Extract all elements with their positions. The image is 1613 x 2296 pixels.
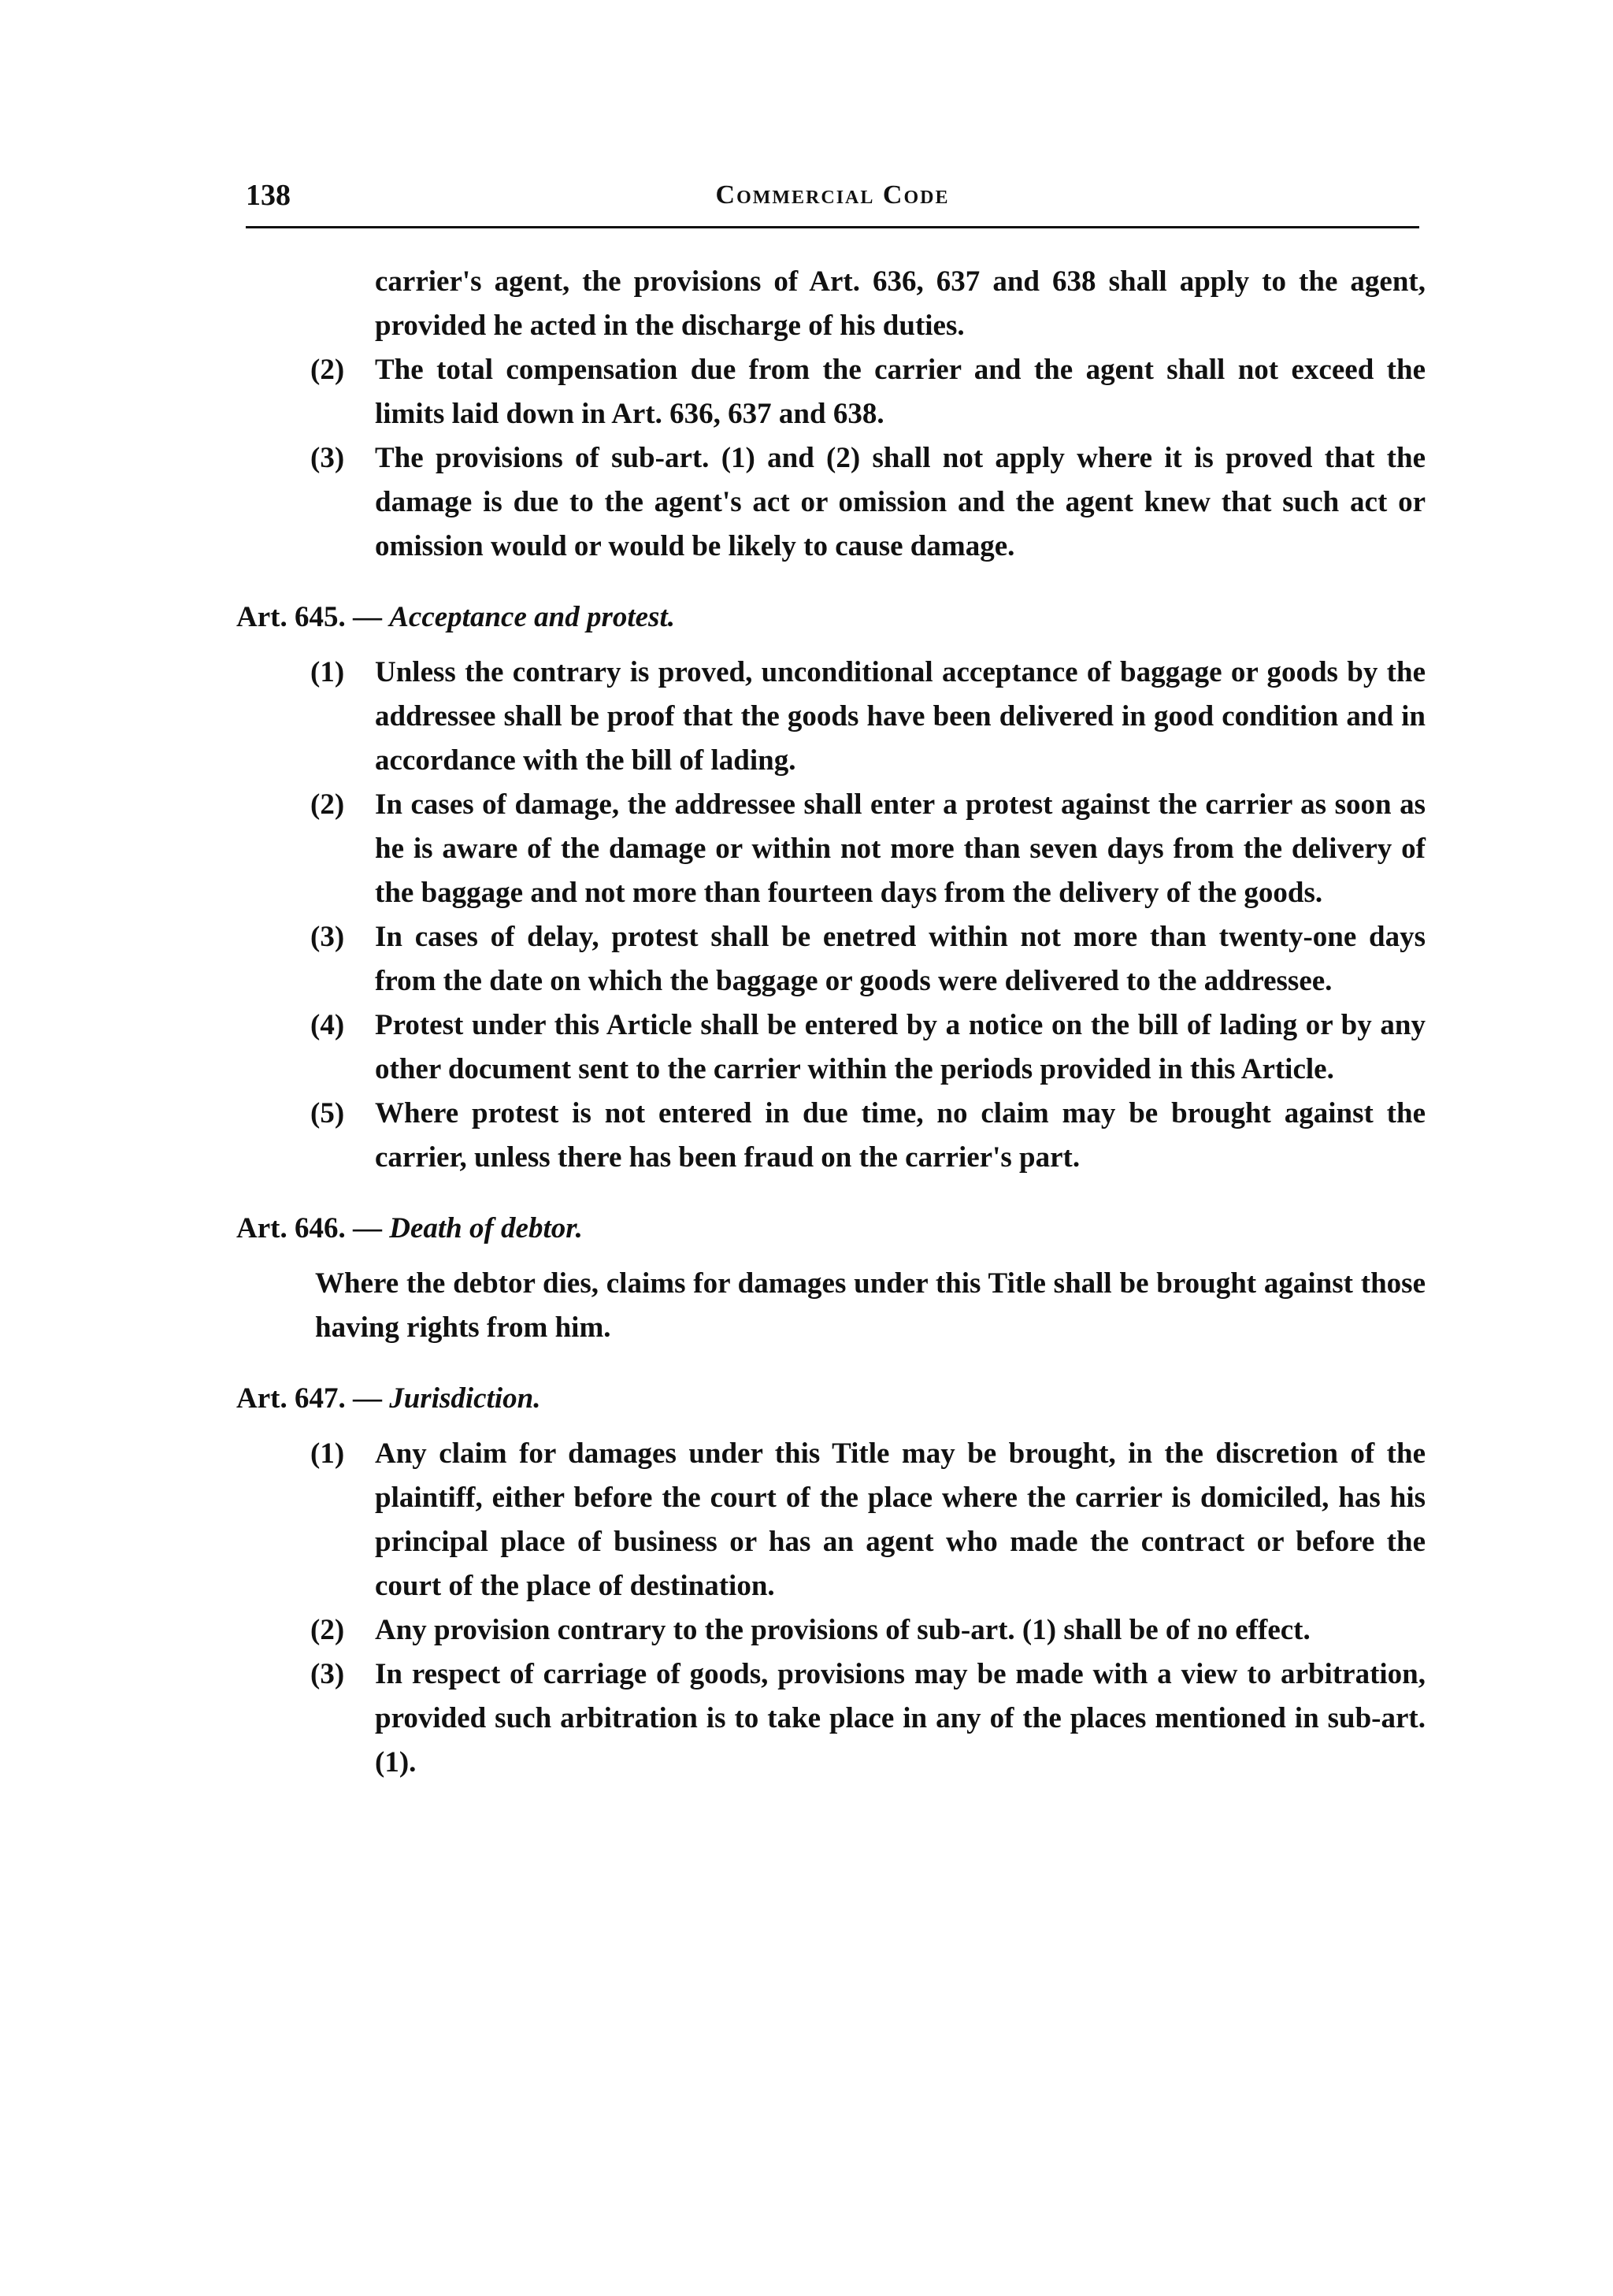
item-number: (4)	[310, 1009, 345, 1041]
item-number: (2)	[310, 354, 345, 386]
continuation-item-2	[310, 348, 1426, 436]
article-label: Art. 646. —	[236, 1212, 382, 1244]
article-item	[310, 1432, 1426, 1608]
item-number: (3)	[310, 921, 345, 953]
item-number: (2)	[310, 1614, 345, 1646]
article-item	[310, 1652, 1426, 1785]
item-text: Unless the contrary is proved, unconditional acceptance of baggage or goods by the addressee shall be proof that the goods have been delivered in good condition and in accordance with the bill of lading.	[375, 656, 1426, 777]
article-heading	[236, 1377, 1426, 1421]
continuation-paragraph: carrier's agent, the provisions of Art. 636, 637 and 638 shall apply to the agent, provided he acted in the discharge of his duties.	[375, 265, 1426, 342]
item-number: (2)	[310, 788, 345, 821]
page-header	[246, 172, 1419, 219]
item-text: In cases of delay, protest shall be enetred within not more than twenty-one days from the date on which the baggage or goods were delivered to the addressee.	[375, 921, 1426, 997]
header-rule	[246, 226, 1419, 228]
item-text: Where protest is not entered in due time, no claim may be brought against the carrier, unless there has been fraud on the carrier's part.	[375, 1097, 1426, 1174]
item-text: Any provision contrary to the provisions of sub-art. (1) shall be of no effect.	[375, 1614, 1311, 1646]
item-number: (3)	[310, 442, 345, 474]
item-number: (1)	[310, 1437, 345, 1470]
article-item	[310, 1092, 1426, 1180]
article-title: Jurisdiction.	[389, 1382, 541, 1415]
running-head: Commercial Code	[715, 180, 950, 210]
page-number: 138	[246, 179, 291, 212]
article-title: Death of debtor.	[389, 1212, 583, 1244]
continuation-section	[236, 260, 1426, 569]
item-text: Any claim for damages under this Title may be brought, in the discretion of the plaintiff, either before the court of the place where the carrier is domiciled, has his principal place of business or has an agent who made the contract or before the court of the place of destination.	[375, 1437, 1426, 1602]
item-text: In respect of carriage of goods, provisions may be made with a view to arbitration, provided such arbitration is to take place in any of the places mentioned in sub-art. (1).	[375, 1658, 1426, 1779]
article-item	[310, 651, 1426, 783]
item-number: (1)	[310, 656, 345, 688]
item-text: Protest under this Article shall be entered by a notice on the bill of lading or by any other document sent to the carrier within the periods provided in this Article.	[375, 1009, 1426, 1085]
article-paragraph: Where the debtor dies, claims for damages under this Title shall be brought against those having rights from him.	[315, 1267, 1426, 1344]
article-item	[310, 783, 1426, 915]
item-text: The total compensation due from the carrier and the agent shall not exceed the limits laid down in Art. 636, 637 and 638.	[375, 354, 1426, 430]
item-text: In cases of damage, the addressee shall enter a protest against the carrier as soon as he is aware of the damage or within not more than seven days from the delivery of the baggage and not more than fourteen days from the delivery of the goods.	[375, 788, 1426, 909]
article-item	[310, 915, 1426, 1003]
article-label: Art. 647. —	[236, 1382, 382, 1415]
article-item	[310, 1003, 1426, 1092]
article-645	[236, 595, 1426, 1180]
item-text: The provisions of sub-art. (1) and (2) shall not apply where it is proved that the damage is due to the agent's act or omission and the agent knew that such act or omission would or would be likely to cause damage.	[375, 442, 1426, 562]
article-647	[236, 1377, 1426, 1785]
article-646	[236, 1207, 1426, 1350]
article-label: Art. 645. —	[236, 601, 382, 633]
item-number: (3)	[310, 1658, 345, 1690]
article-item	[310, 1608, 1426, 1652]
continuation-item-3	[310, 436, 1426, 569]
item-number: (5)	[310, 1097, 345, 1129]
article-heading	[236, 1207, 1426, 1251]
article-heading	[236, 595, 1426, 640]
article-title: Acceptance and protest.	[389, 601, 675, 633]
page-content	[236, 260, 1426, 1785]
